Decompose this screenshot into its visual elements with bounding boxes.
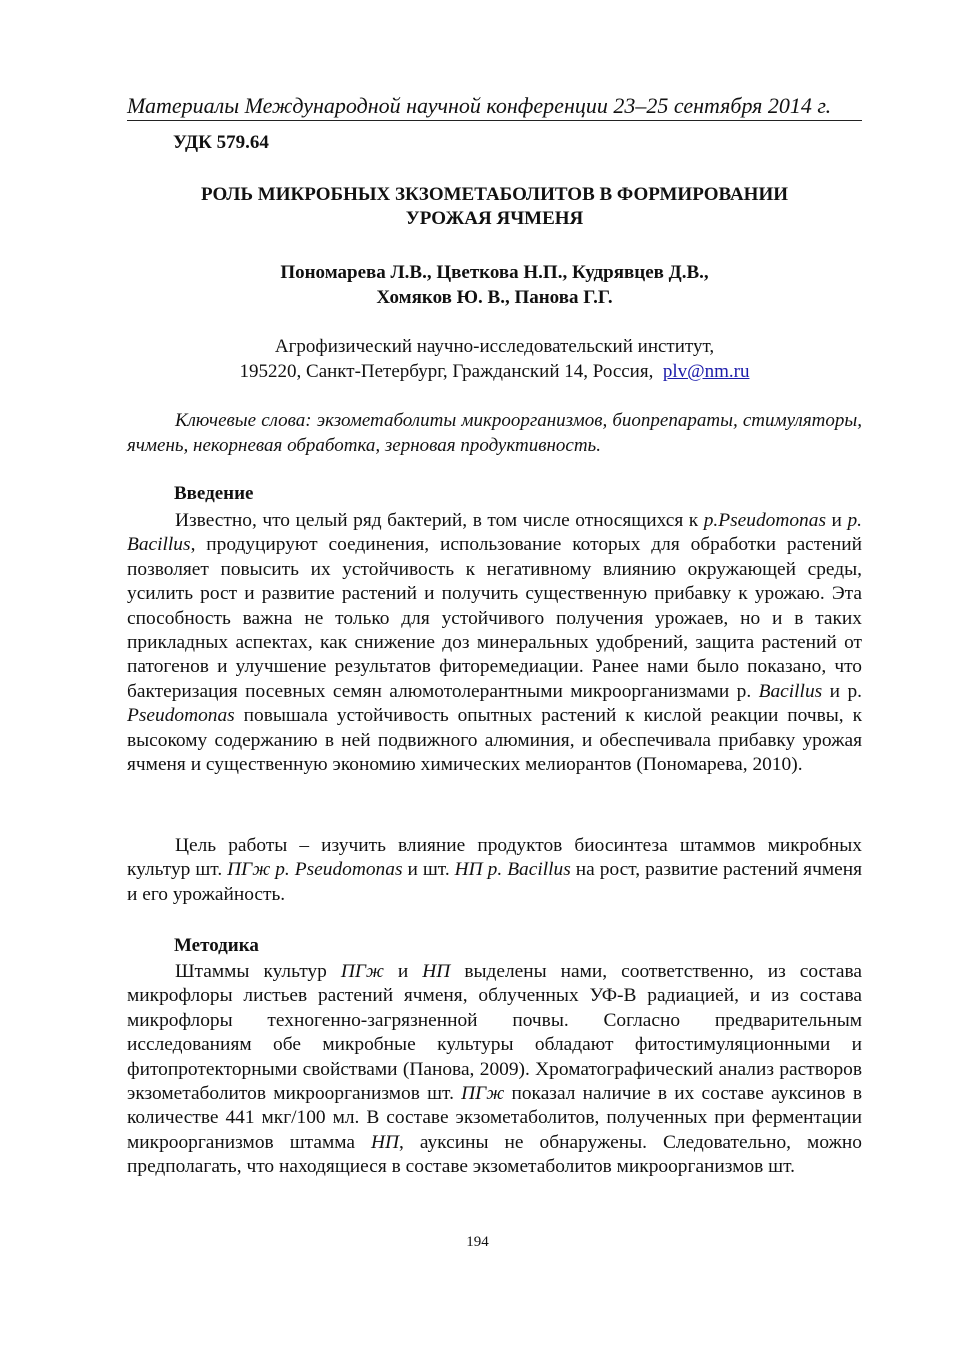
text-run: показал наличие в их составе ауксинов в количестве 441 мкг/100 мл. В составе экзометаболитов, полученных при ферментации микроорганизмов штамма [127,1083,862,1153]
methods-paragraph-1 [127,960,862,1180]
text-run: и [383,961,423,982]
email-link[interactable]: plv@nm.ru [662,361,750,382]
udk-code: УДК 579.64 [173,132,269,153]
strain-name: ПГж [340,961,384,982]
intro-paragraph-2 [127,834,862,907]
conference-header: Материалы Международной научной конференции 23–25 сентября 2014 г. [127,93,862,121]
title-line-2: УРОЖАЯ ЯЧМЕНЯ [405,208,584,229]
title-line-1: РОЛЬ МИКРОБНЫХ ЗКЗОМЕТАБОЛИТОВ В ФОРМИРОВАНИИ [200,184,789,205]
intro-paragraph-1 [127,509,862,777]
intro-heading: Введение [174,483,254,504]
text-run: Цель работы – изучить влияние продуктов биосинтеза штаммов микробных культур шт. [127,835,862,881]
affiliation-line-1: Агрофизический научно-исследовательский институт, [274,336,715,357]
text-run: и р. [822,680,862,702]
text-run: Известно, что целый ряд бактерий, в том числе относящихся к [175,510,704,531]
address: 195220, Санкт-Петербург, Гражданский 14, Россия, [239,361,654,382]
genus-name: p.Pseudomonas [703,510,826,531]
authors-line-2: Хомяков Ю. В., Панова Г.Г. [376,287,613,308]
genus-name: p. Bacillus [127,510,862,556]
page-number: 194 [466,1234,489,1250]
text-run: повышала устойчивость опытных растений к кислой реакции почвы, к высокому содержанию в ней подвижного алюминия, и обеспечивала прибавку урожая ячменя и существенную экономию химических мелиорантов (Пономарева, 2010). [127,705,862,776]
text-run: выделены нами, соответственно, из состава микрофлоры листьев растений ячменя, облученных УФ-В радиацией, и из состава микрофлоры техногенно-загрязненной почвы. Согласно предварительным исследованиям обе микробные культуры обладают фитостимуляционными и фитопротекторными свойствами (Панова, 2009). Хроматографический анализ растворов экзометаболитов микроорганизмов шт. [127,961,862,1105]
genus-name: Bacillus [758,680,823,702]
article-title [127,183,862,231]
strain-name: НП [422,961,451,982]
strain-name: НП p. Bacillus [454,859,571,881]
authors [127,260,862,310]
text-run: и шт. [402,859,455,881]
text-run: и [826,510,848,531]
genus-name: Pseudomonas [127,705,235,727]
methods-heading: Методика [174,935,259,956]
affiliation-line-2 [127,359,862,384]
strain-name: ПГж [461,1083,505,1105]
strain-name: НП [370,1131,399,1153]
text-run: , ауксины не обнаружены. Следовательно, можно предполагать, что находящиеся в составе экзометаболитов микроорганизмов шт. [127,1131,862,1178]
affiliation [127,334,862,384]
strain-name: ПГж p. Pseudomonas [227,859,403,881]
text-run: , продуцируют соединения, использование которых для обработки растений позволяет повысить их устойчивость к негативному влиянию окружающей среды, усилить рост и развитие растений и получить существенную прибавку к урожаю. Эта способность важна не только для устойчивого получения урожаев, но и в таких прикладных аспектах, как снижение доз минеральных удобрений, защита растений от патогенов и улучшение результатов фиторемедиации. Ранее нами было показано, что бактеризация посевных семян алюмотолерантными микроорганизмами р. [127,534,862,702]
text-run: Штаммы культур [175,961,341,982]
keywords: Ключевые слова: экзометаболиты микроорганизмов, биопрепараты, стимуляторы, ячмень, некорневая обработка, зерновая продуктивность. [127,410,862,456]
text-run: на рост, развитие растений ячменя и его урожайность. [127,859,863,905]
authors-line-1: Пономарева Л.В., Цветкова Н.П., Кудрявцев Д.В., [280,262,709,283]
